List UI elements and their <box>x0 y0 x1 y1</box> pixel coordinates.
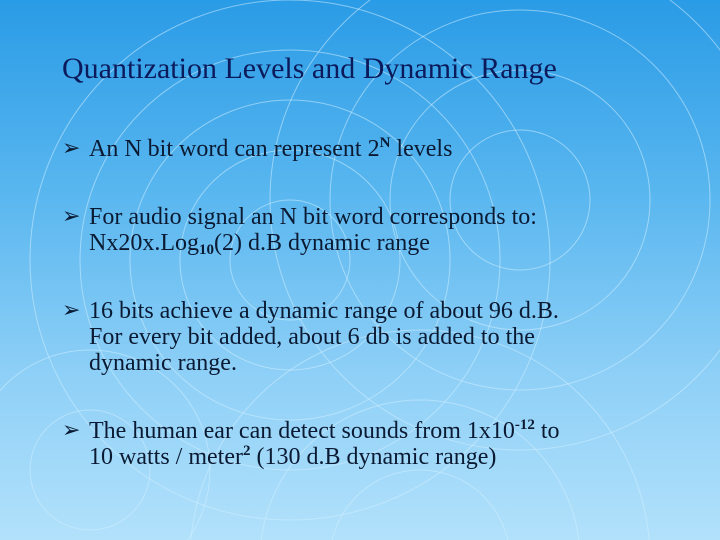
bullet-text-line-1: For audio signal an N bit word corresponds to: <box>89 204 537 230</box>
arrow-bullet-icon: ➢ <box>62 418 81 443</box>
bullet-text: An N bit word can represent $2^N$ levels <box>89 135 453 162</box>
bullet-text-line-2: For every bit added, about 6 db is added to the <box>89 324 535 350</box>
slide-title: Quantization Levels and Dynamic Range <box>62 52 557 85</box>
bullet-text-line-2: 10 watts / meter$^2$ (130 d.B dynamic range) <box>89 443 497 470</box>
bullet-item-2 <box>62 204 537 256</box>
bullet-text-line-1: 16 bits achieve a dynamic range of about 96 d.B. <box>89 298 559 324</box>
bullet-text-line-1: The human ear can detect sounds from $1x10^{-12}$ to <box>89 417 560 444</box>
bullet-item-3 <box>62 298 559 376</box>
bullet-item-4 <box>62 418 560 470</box>
arrow-bullet-icon: ➢ <box>62 136 81 161</box>
arrow-bullet-icon: ➢ <box>62 204 81 229</box>
arrow-bullet-icon: ➢ <box>62 298 81 323</box>
bullet-text-line-3: dynamic range. <box>89 350 237 376</box>
bullet-item-1 <box>62 136 452 162</box>
bullet-text-line-2: Nx20x.Log$_{10}$(2) d.B dynamic range <box>89 230 430 258</box>
